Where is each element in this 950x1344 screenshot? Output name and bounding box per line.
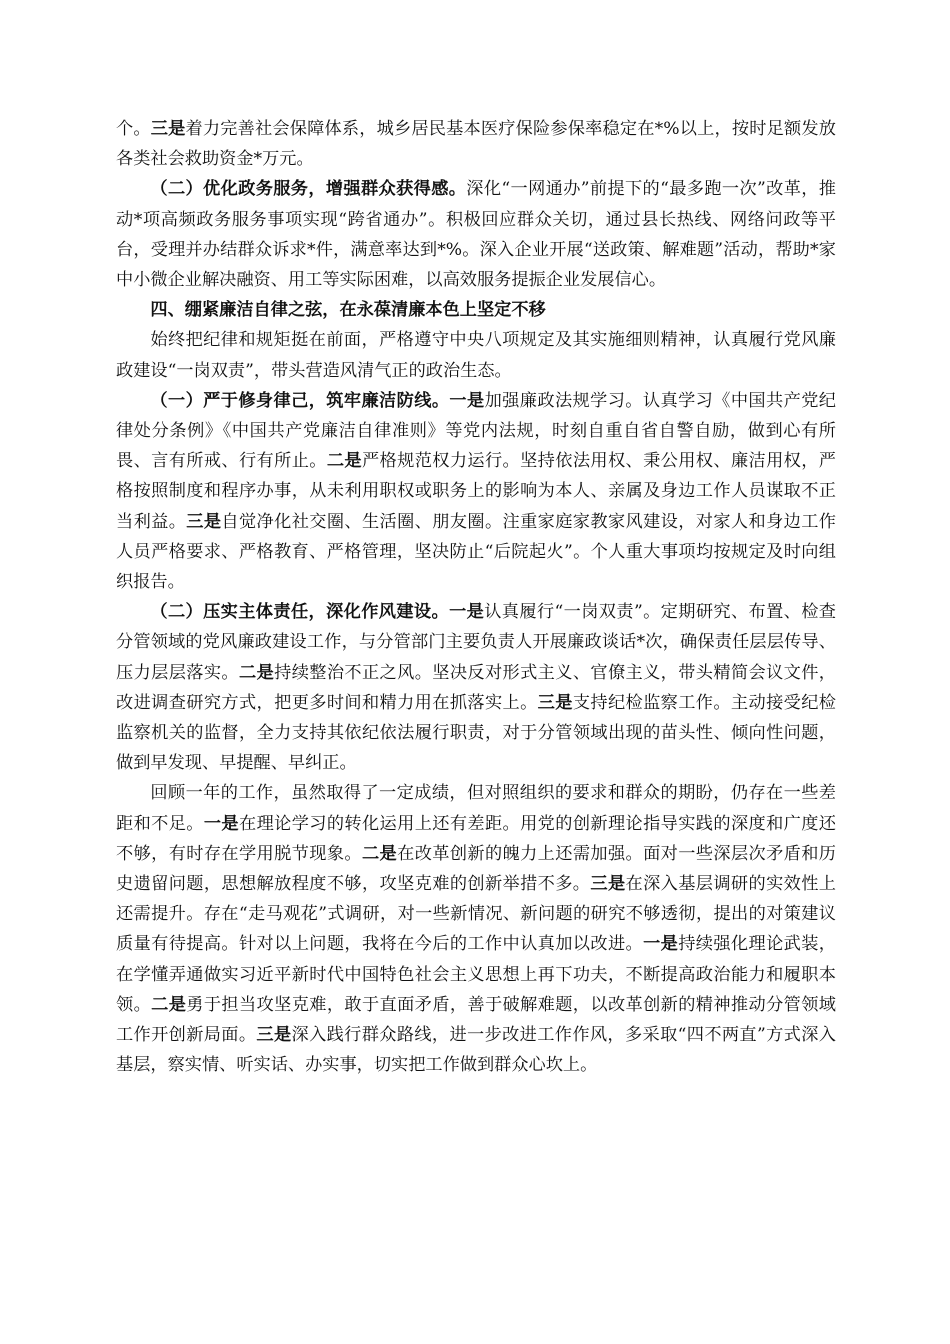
text-run: 严格规范权力运行。坚持依法用权、秉公用权、廉洁用权，严格按照制度和程序办事，从未利用职权或职务上的影响为本人、亲属及身边工作人员谋取不正当利益。: [116, 451, 836, 532]
text-run: 始终把纪律和规矩挺在前面，严格遵守中央八项规定及其实施细则精神，认真履行党风廉政建设“一岗双责”，带头营造风清气正的政治生态。: [116, 330, 836, 381]
bold-text-run: 四、绷紧廉洁自律之弦，在永葆清廉本色上坚定不移: [150, 300, 546, 321]
text-run: 在理论学习的转化运用上还有差距。用党的创新理论指导实践的深度和广度还不够，有时存在学用脱节现象。: [116, 813, 836, 864]
text-run: 持续强化理论武装，在学懂弄通做实习近平新时代中国特色社会主义思想上再下功夫，不断提高政治能力和履职本领。: [116, 934, 836, 1015]
bold-text-run: （二）优化政务服务，增强群众获得感。: [150, 179, 467, 200]
text-run: 加强廉政法规学习。认真学习《中国共产党纪律处分条例》《中国共产党廉洁自律准则》等党内法规，时刻自重自省自警自励，做到心有所畏、言有所戒、行有所止。: [116, 390, 836, 472]
document-page: [116, 114, 836, 1081]
text-run: 勇于担当攻坚克难，敢于直面矛盾，善于破解难题，以改革创新的精神推动分管领域工作开创新局面。: [116, 994, 836, 1046]
text-run: 深化“一网通办”前提下的“最多跑一次”改革，推动*项高频政务服务事项实现“跨省通办”。积极回应群众关切，通过县长热线、网络问政等平台，受理并办结群众诉求*件，满意率达到*%。深入企业开展“送政策、解难题”活动，帮助*家中小微企业解决融资、用工等实际困难，以高效服务提振企业发展信心。: [116, 179, 836, 291]
bold-text-run: 二是: [361, 843, 398, 864]
text-run: 深入践行群众路线，进一步改进工作作风，多采取“四不两直”方式深入基层，察实情、听实话、办实事，切实把工作做到群众心坎上。: [116, 1025, 836, 1076]
bold-text-run: 三是: [590, 874, 626, 895]
text-run: 支持纪检监察工作。主动接受纪检监察机关的监督，全力支持其依纪依法履行职责，对于分管领域出现的苗头性、倾向性问题，做到早发现、早提醒、早纠正。: [116, 692, 836, 774]
text-run: 自觉净化社交圈、生活圈、朋友圈。注重家庭家教家风建设，对家人和身边工作人员严格要求、严格教育、严格管理，坚决防止“后院起火”。个人重大事项均按规定及时向组织报告。: [116, 511, 836, 593]
bold-text-run: 三是: [150, 119, 186, 139]
body-paragraph: [116, 597, 836, 778]
body-paragraph: [116, 386, 836, 597]
bold-text-run: 三是: [537, 692, 573, 713]
body-paragraph: [116, 174, 836, 295]
bold-text-run: 三是: [256, 1025, 292, 1046]
section-heading: [116, 295, 836, 325]
text-run: 在改革创新的魄力上还需加强。面对一些深层次矛盾和历史遗留问题，思想解放程度不够，攻坚克难的创新举措不多。: [116, 843, 836, 895]
bold-text-run: 一是: [203, 813, 239, 834]
body-paragraph: [116, 325, 836, 385]
text-run: 持续整治不正之风。坚决反对形式主义、官僚主义，带头精简会议文件，改进调查研究方式，把更多时间和精力用在抓落实上。: [116, 662, 836, 713]
bold-text-run: 二是: [239, 662, 275, 683]
bold-text-run: （一）严于修身律己，筑牢廉洁防线。一是: [150, 390, 485, 411]
text-run: 认真履行“一岗双责”。定期研究、布置、检查分管领域的党风廉政建设工作，与分管部门主要负责人开展廉政谈话*次，确保责任层层传导、压力层层落实。: [116, 602, 836, 683]
text-run: 着力完善社会保障体系，城乡居民基本医疗保险参保率稳定在*%以上，按时足额发放各类社会救助资金*万元。: [116, 119, 836, 170]
bold-text-run: 三是: [186, 511, 222, 532]
body-paragraph: [116, 778, 836, 1080]
bold-text-run: 二是: [151, 994, 187, 1015]
text-run: 个。: [116, 119, 151, 139]
bold-text-run: （二）压实主体责任，深化作风建设。一是: [150, 602, 485, 623]
bold-text-run: 一是: [643, 934, 679, 955]
body-paragraph: [116, 114, 836, 174]
text-run: 在深入基层调研的实效性上还需提升。存在“走马观花”式调研，对一些新情况、新问题的研究不够透彻，提出的对策建议质量有待提高。针对以上问题，我将在今后的工作中认真加以改进。: [116, 874, 836, 955]
bold-text-run: 二是: [326, 451, 362, 472]
text-run: 回顾一年的工作，虽然取得了一定成绩，但对照组织的要求和群众的期盼，仍存在一些差距和不足。: [116, 783, 836, 834]
